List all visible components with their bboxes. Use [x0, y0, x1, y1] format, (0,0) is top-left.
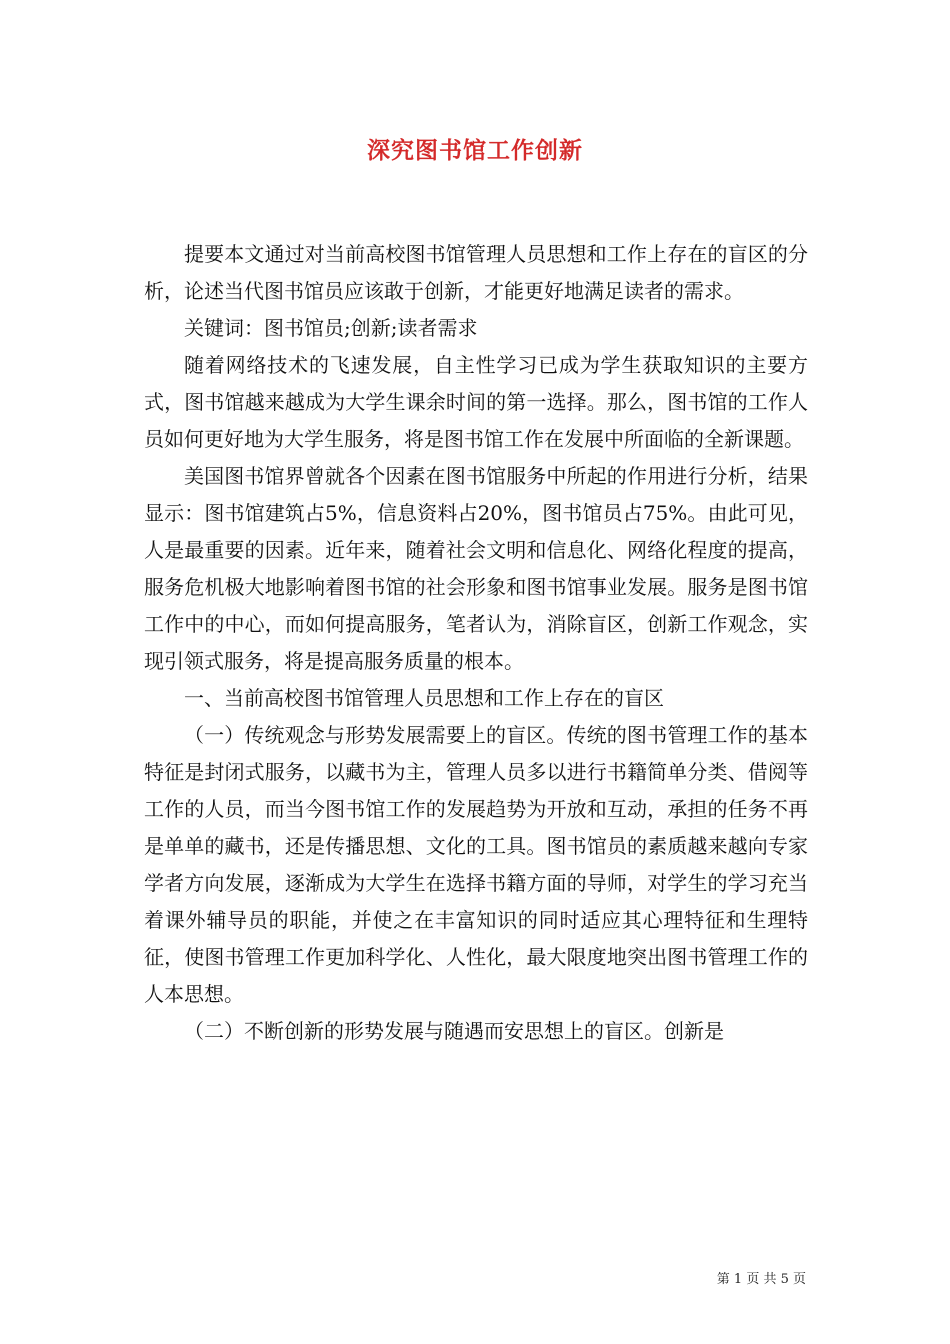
keywords-paragraph: 关键词：图书馆员;创新;读者需求 [184, 316, 478, 340]
page-number: 第 1 页 共 5 页 [716, 1272, 806, 1287]
body-paragraph: （二）不断创新的形势发展与随遇而安思想上的盲区。创新是 [184, 1019, 724, 1043]
document-title: 深究图书馆工作创新 [367, 137, 583, 164]
document-body [144, 236, 808, 1050]
body-paragraph: （一）传统观念与形势发展需要上的盲区。传统的图书管理工作的基本特征是封闭式服务，以藏书为主，管理人员多以进行书籍简单分类、借阅等工作的人员，而当今图书馆工作的发展趋势为开放和互动，承担的任务不再是单单的藏书，还是传播思想、文化的工具。图书馆员的素质越来越向专家学者方向发展，逐渐成为大学生在选择书籍方面的导师，对学生的学习充当着课外辅导员的职能，并使之在丰富知识的同时适应其心理特征和生理特征，使图书管理工作更加科学化、人性化，最大限度地突出图书管理工作的人本思想。 [144, 723, 808, 1006]
body-paragraph: 美国图书馆界曾就各个因素在图书馆服务中所起的作用进行分析，结果显示：图书馆建筑占5%，信息资料占20%，图书馆员占75%。由此可见，人是最重要的因素。近年来，随着社会文明和信息化、网络化程度的提高，服务危机极大地影响着图书馆的社会形象和图书馆事业发展。服务是图书馆工作中的中心，而如何提高服务，笔者认为，消除盲区，创新工作观念，实现引领式服务，将是提高服务质量的根本。 [144, 464, 808, 673]
body-paragraph: 随着网络技术的飞速发展，自主性学习已成为学生获取知识的主要方式，图书馆越来越成为大学生课余时间的第一选择。那么，图书馆的工作人员如何更好地为大学生服务，将是图书馆工作在发展中所面临的全新课题。 [144, 353, 808, 451]
abstract-paragraph: 提要本文通过对当前高校图书馆管理人员思想和工作上存在的盲区的分析，论述当代图书馆员应该敢于创新，才能更好地满足读者的需求。 [144, 242, 808, 303]
section-heading: 一、当前高校图书馆管理人员思想和工作上存在的盲区 [184, 686, 664, 710]
